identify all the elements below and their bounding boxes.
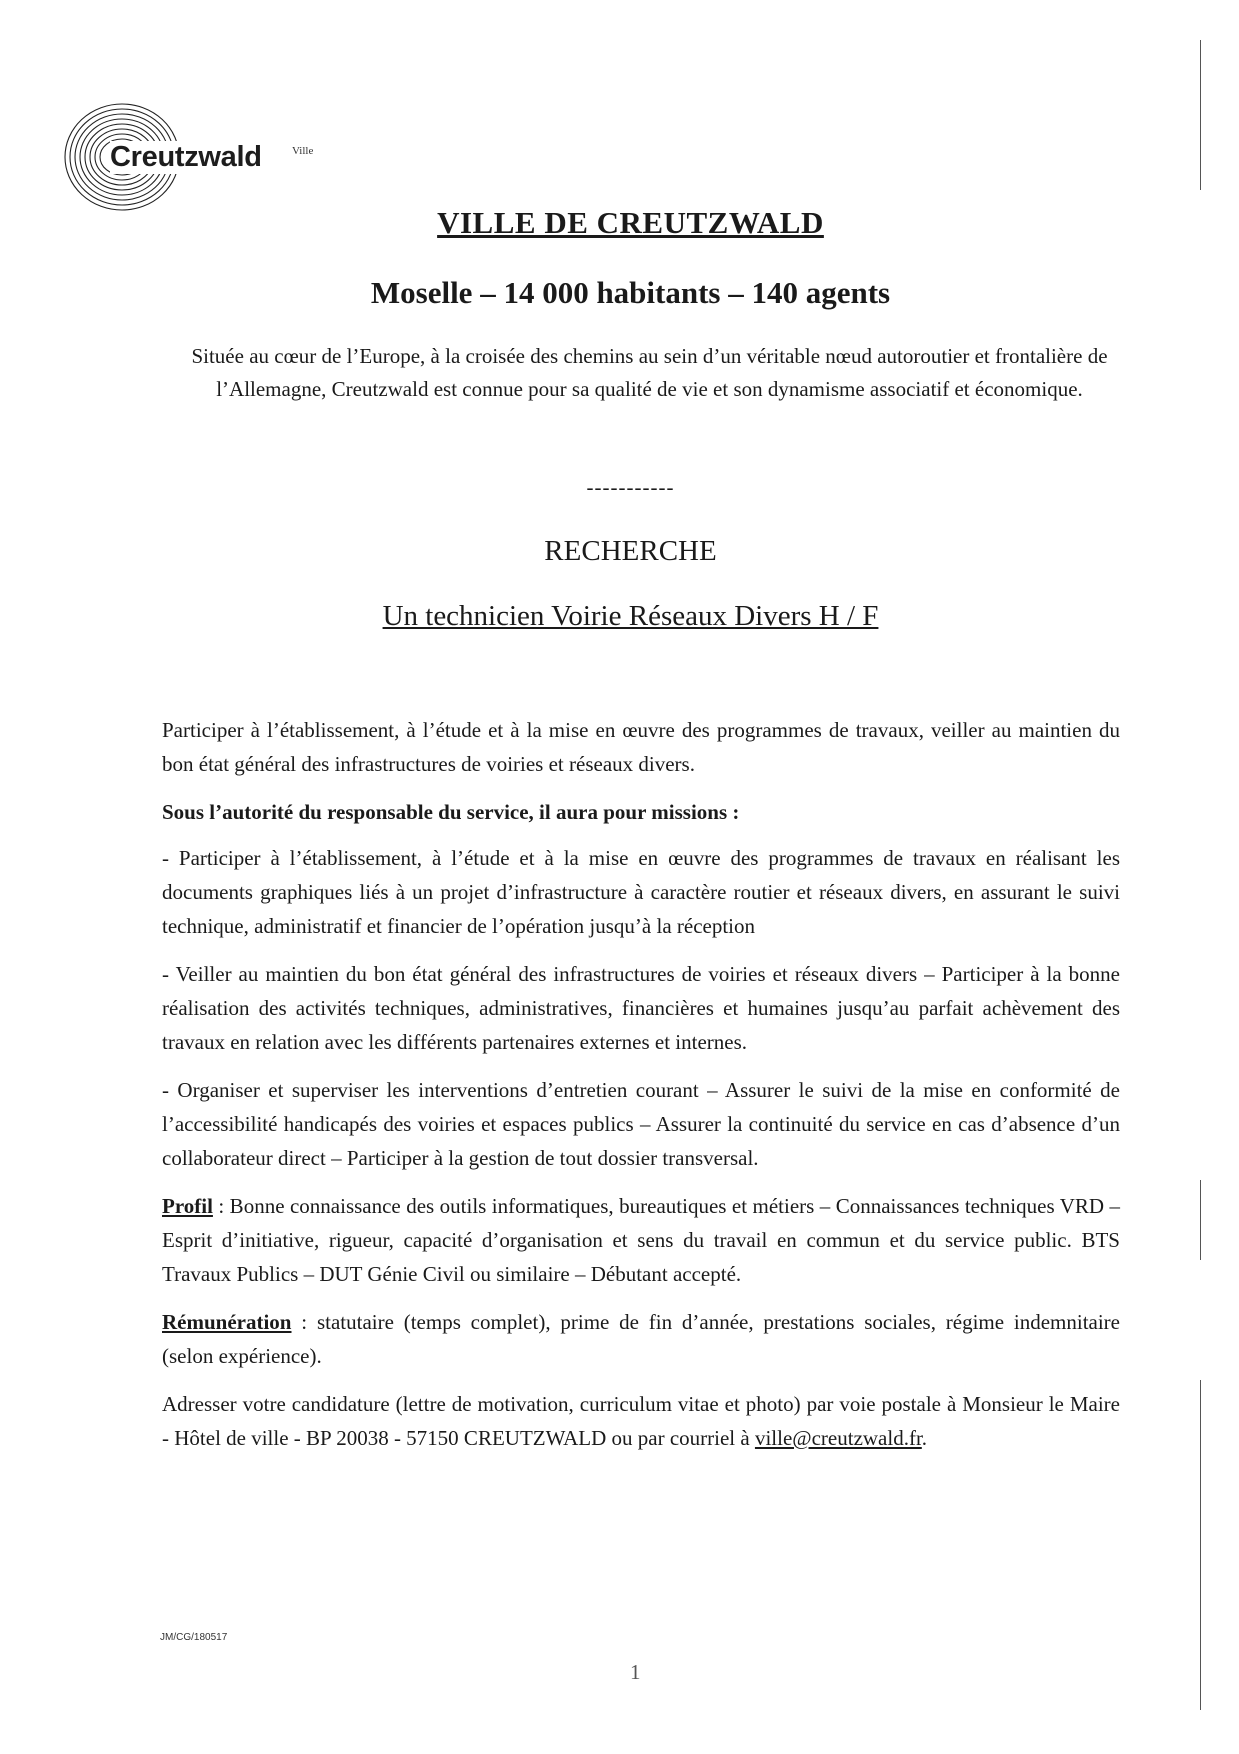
- logo-wordmark: Creutzwald: [110, 141, 262, 173]
- mission-item: - Organiser et superviser les interventions d’entretien courant – Assurer le suivi de la mise en conformité de l’accessibilité handicapés des voiries et espaces publics – Assurer la continuité du service en cas d’absence d’un collaborateur direct – Participer à la gestion de tout dossier transversal.: [162, 1078, 1120, 1170]
- missions-heading: Sous l’autorité du responsable du service, il aura pour missions :: [162, 800, 740, 824]
- job-title: Un technicien Voirie Réseaux Divers H / F: [382, 600, 879, 632]
- profil-label: Profil: [162, 1194, 213, 1218]
- application-end: .: [921, 1426, 928, 1450]
- profil-text: : Bonne connaissance des outils informatiques, bureautiques et métiers – Connaissances techniques VRD – Esprit d’initiative, rigueur, capacité d’organisation et sens du travail en commun et du service public. BTS Travaux Publics – DUT Génie Civil ou similaire – Débutant accepté.: [162, 1194, 1120, 1286]
- remuneration-paragraph: [162, 1305, 1120, 1373]
- application-text: Adresser votre candidature (lettre de motivation, curriculum vitae et photo) par voie postale à Monsieur le Maire - Hôtel de ville - BP 20038 - 57150 CREUTZWALD ou par courriel à: [162, 1392, 1120, 1450]
- summary-paragraph: Participer à l’établissement, à l’étude et à la mise en œuvre des programmes de travaux, veiller au maintien du bon état général des infrastructures de voiries et réseaux divers.: [162, 718, 1120, 776]
- page-title: VILLE DE CREUTZWALD: [437, 205, 824, 240]
- scan-edge-line: [1200, 1380, 1201, 1710]
- application-paragraph: [162, 1387, 1120, 1455]
- mission-item: - Participer à l’établissement, à l’étude et à la mise en œuvre des programmes de travaux en réalisant les documents graphiques liés à un projet d’infrastructure à caractère routier et réseaux divers, en assurant le suivi technique, administratif et financier de l’opération jusqu’à la réception: [162, 846, 1120, 938]
- mission-item: - Veiller au maintien du bon état général des infrastructures de voiries et réseaux divers – Participer à la bonne réalisation des activités techniques, administratives, financières et humaines jusqu’au parfait achèvement des travaux en relation avec les différents partenaires externes et internes.: [162, 962, 1120, 1054]
- page-subtitle: Moselle – 14 000 habitants – 140 agents: [370, 275, 891, 310]
- email-link[interactable]: ville@creutzwald.fr: [754, 1426, 922, 1450]
- recherche-heading: RECHERCHE: [544, 535, 717, 567]
- page-number: 1: [630, 1660, 641, 1684]
- job-description: [162, 713, 1120, 1469]
- document-reference: JM/CG/180517: [160, 1632, 228, 1643]
- logo-suffix: Ville: [292, 145, 314, 157]
- profil-paragraph: [162, 1189, 1120, 1291]
- remuneration-label: Rémunération: [162, 1310, 292, 1334]
- scan-edge-line: [1200, 1180, 1201, 1260]
- separator: -----------: [586, 475, 675, 499]
- remuneration-text: : statutaire (temps complet), prime de fin d’année, prestations sociales, régime indemnitaire (selon expérience).: [162, 1310, 1120, 1368]
- scan-edge-line: [1200, 40, 1201, 190]
- intro-text: Située au cœur de l’Europe, à la croisée des chemins au sein d’un véritable nœud autoroutier et frontalière de l’Allemagne, Creutzwald est connue pour sa qualité de vie et son dynamisme associatif et économique.: [191, 344, 1108, 401]
